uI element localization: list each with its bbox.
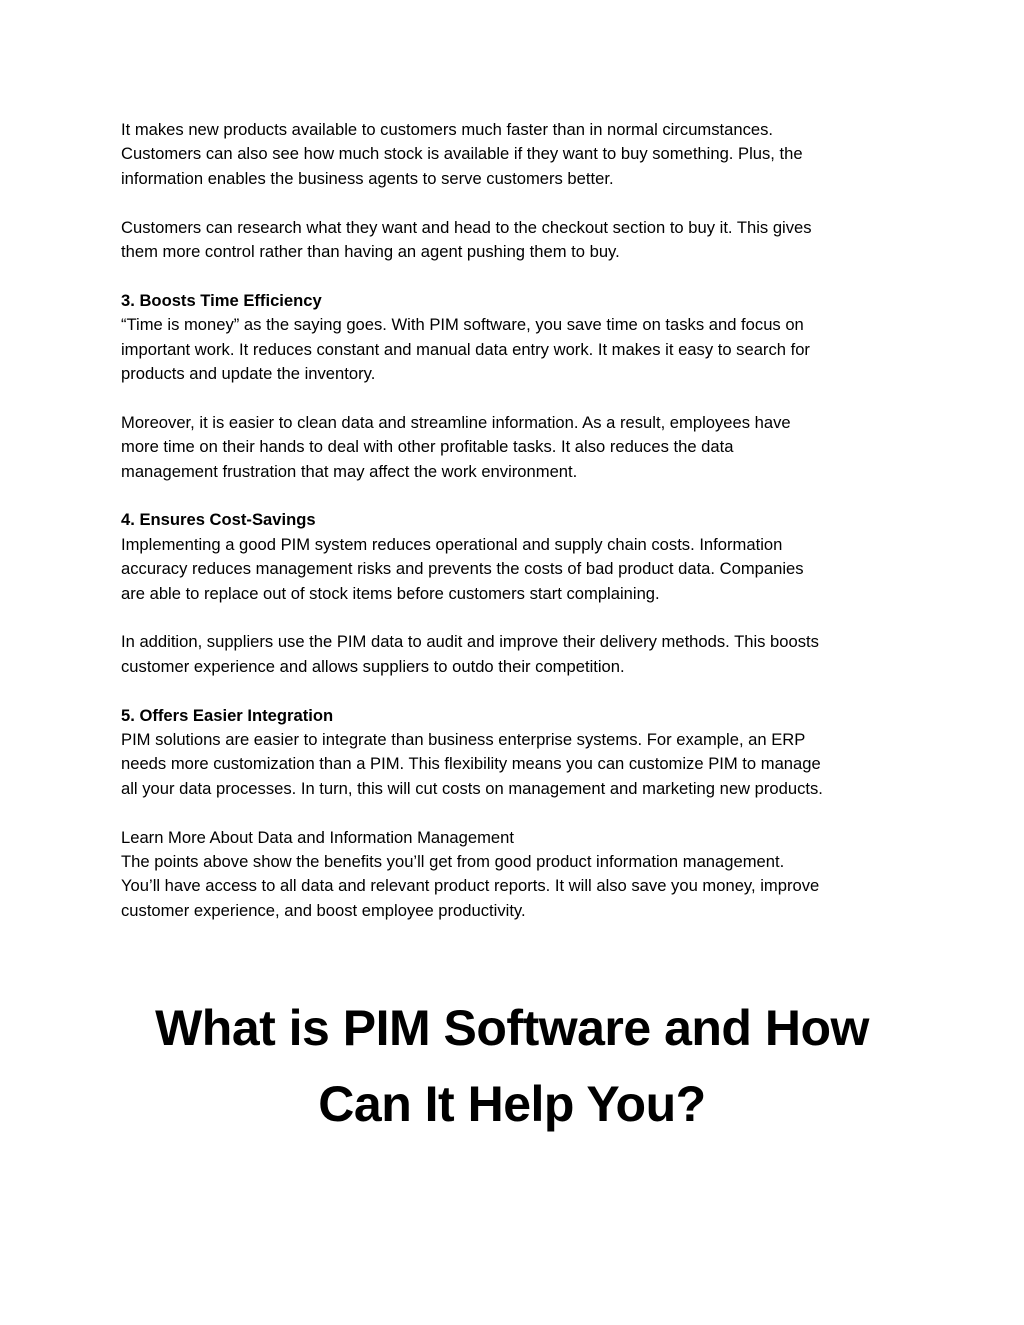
- text-line: You’ll have access to all data and relevant product reports. It will also save you money, improve: [121, 876, 820, 896]
- text-line: information enables the business agents to serve customers better.: [121, 168, 614, 188]
- paragraph-learn-more: [121, 826, 911, 924]
- text-line: Moreover, it is easier to clean data and streamline information. As a result, employees have: [121, 412, 791, 432]
- text-line: Learn More About Data and Information Management: [121, 827, 514, 847]
- text-line: Implementing a good PIM system reduces operational and supply chain costs. Information: [121, 534, 783, 554]
- text-line: PIM solutions are easier to integrate than business enterprise systems. For example, an ERP: [121, 730, 806, 750]
- text-line: customer experience, and boost employee productivity.: [121, 900, 526, 920]
- text-line: more time on their hands to deal with other profitable tasks. It also reduces the data: [121, 437, 734, 457]
- body-text: [121, 118, 911, 923]
- text-line: them more control rather than having an agent pushing them to buy.: [121, 242, 620, 262]
- section-heading: 5. Offers Easier Integration: [121, 705, 334, 725]
- text-line: Customers can research what they want and head to the checkout section to buy it. This gives: [121, 217, 812, 237]
- text-line: needs more customization than a PIM. This flexibility means you can customize PIM to manage: [121, 754, 821, 774]
- text-line: In addition, suppliers use the PIM data to audit and improve their delivery methods. This boosts: [121, 632, 819, 652]
- text-line: products and update the inventory.: [121, 364, 376, 384]
- text-line: “Time is money” as the saying goes. With PIM software, you save time on tasks and focus on: [121, 315, 804, 335]
- text-line: The points above show the benefits you’ll get from good product information management.: [121, 852, 785, 872]
- text-line: customer experience and allows suppliers to outdo their competition.: [121, 656, 625, 676]
- page-title: [0, 990, 1024, 1142]
- paragraph-6: [121, 630, 911, 679]
- text-line: It makes new products available to customers much faster than in normal circumstances.: [121, 120, 774, 139]
- section-heading: 3. Boosts Time Efficiency: [121, 290, 322, 310]
- text-line: all your data processes. In turn, this will cut costs on management and marketing new products.: [121, 778, 823, 798]
- text-line: important work. It reduces constant and manual data entry work. It makes it easy to search for: [121, 339, 810, 359]
- section-time-efficiency: [121, 289, 911, 387]
- text-line: accuracy reduces management risks and prevents the costs of bad product data. Companies: [121, 559, 804, 579]
- paragraph-1: [121, 118, 911, 191]
- section-heading: 4. Ensures Cost-Savings: [121, 510, 316, 530]
- title-line: What is PIM Software and How: [155, 1000, 869, 1056]
- paragraph-2: [121, 216, 911, 265]
- text-line: Customers can also see how much stock is available if they want to buy something. Plus, the: [121, 144, 803, 164]
- paragraph-4: [121, 411, 911, 484]
- text-line: are able to replace out of stock items before customers start complaining.: [121, 583, 660, 603]
- title-line: Can It Help You?: [318, 1076, 706, 1132]
- section-easier-integration: [121, 704, 911, 802]
- text-line: management frustration that may affect the work environment.: [121, 461, 578, 481]
- section-cost-savings: [121, 508, 911, 606]
